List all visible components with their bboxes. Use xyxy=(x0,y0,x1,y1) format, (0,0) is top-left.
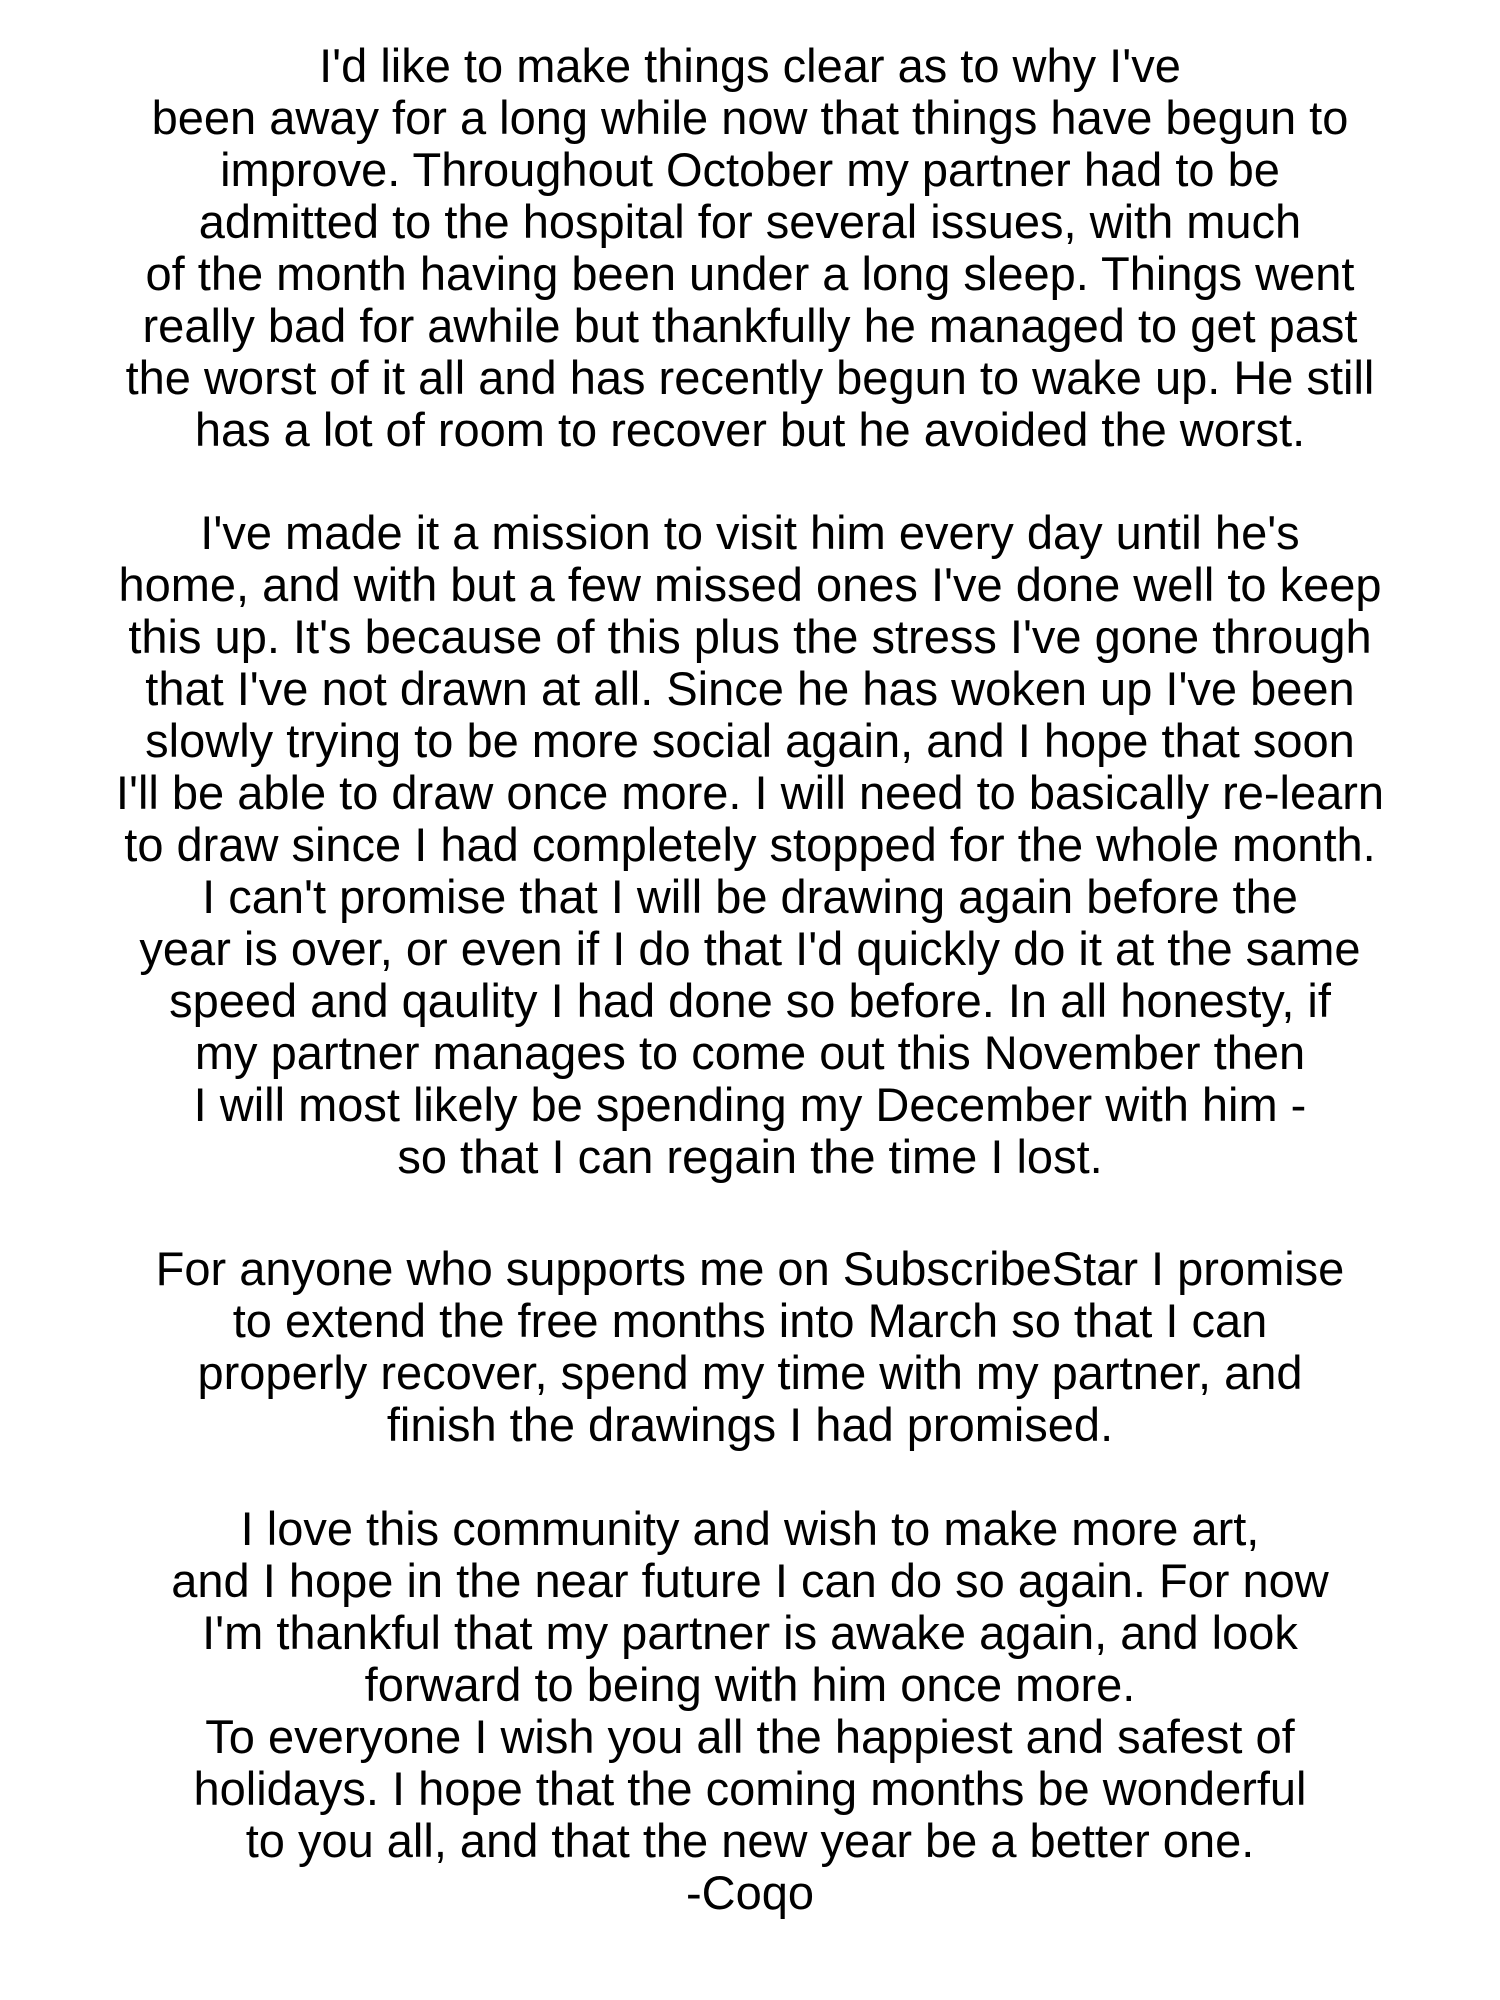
text-line: holidays. I hope that the coming months be wonderful xyxy=(193,1762,1307,1815)
text-line: forward to being with him once more. xyxy=(364,1658,1136,1711)
text-line: my partner manages to come out this November then xyxy=(194,1026,1306,1079)
text-line: slowly trying to be more social again, and I hope that soon xyxy=(145,714,1355,767)
paragraph-subscribestar xyxy=(0,1243,1500,1451)
text-line: improve. Throughout October my partner had to be xyxy=(220,143,1280,196)
text-line: I can't promise that I will be drawing again before the xyxy=(202,870,1298,923)
text-line: to you all, and that the new year be a better one. xyxy=(245,1814,1255,1867)
text-line: year is over, or even if I do that I'd quickly do it at the same xyxy=(139,922,1361,975)
text-line: I've made it a mission to visit him every day until he's xyxy=(200,506,1300,559)
text-line: I will most likely be spending my December with him - xyxy=(193,1078,1307,1131)
text-line: I'm thankful that my partner is awake again, and look xyxy=(202,1606,1298,1659)
text-line: has a lot of room to recover but he avoided the worst. xyxy=(194,403,1306,456)
text-line: that I've not drawn at all. Since he has woken up I've been xyxy=(145,662,1355,715)
paragraph-drawing-hiatus xyxy=(0,507,1500,1183)
text-line: speed and qaulity I had done so before. In all honesty, if xyxy=(169,974,1331,1027)
text-line: home, and with but a few missed ones I've done well to keep xyxy=(118,558,1382,611)
text-line: finish the drawings I had promised. xyxy=(386,1398,1114,1451)
text-line: so that I can regain the time I lost. xyxy=(397,1130,1103,1183)
paragraph-closing xyxy=(0,1503,1500,1919)
text-line: to extend the free months into March so that I can xyxy=(232,1294,1268,1347)
text-line: I'd like to make things clear as to why I've xyxy=(319,39,1181,92)
text-line: this up. It's because of this plus the stress I've gone through xyxy=(128,610,1372,663)
text-line: I love this community and wish to make more art, xyxy=(240,1502,1260,1555)
paragraph-hospital-update xyxy=(0,40,1500,456)
text-line: For anyone who supports me on SubscribeStar I promise xyxy=(155,1242,1345,1295)
text-line: been away for a long while now that things have begun to xyxy=(151,91,1349,144)
text-line: I'll be able to draw once more. I will need to basically re-learn xyxy=(115,766,1385,819)
text-line: of the month having been under a long sleep. Things went xyxy=(145,247,1355,300)
text-line: and I hope in the near future I can do so again. For now xyxy=(171,1554,1329,1607)
text-line: properly recover, spend my time with my partner, and xyxy=(197,1346,1303,1399)
text-line: admitted to the hospital for several issues, with much xyxy=(198,195,1302,248)
signature: -Coqo xyxy=(685,1866,814,1919)
text-line: the worst of it all and has recently begun to wake up. He still xyxy=(125,351,1375,404)
text-line: to draw since I had completely stopped for the whole month. xyxy=(124,818,1376,871)
text-line: really bad for awhile but thankfully he managed to get past xyxy=(142,299,1358,352)
text-line: To everyone I wish you all the happiest and safest of xyxy=(205,1710,1295,1763)
